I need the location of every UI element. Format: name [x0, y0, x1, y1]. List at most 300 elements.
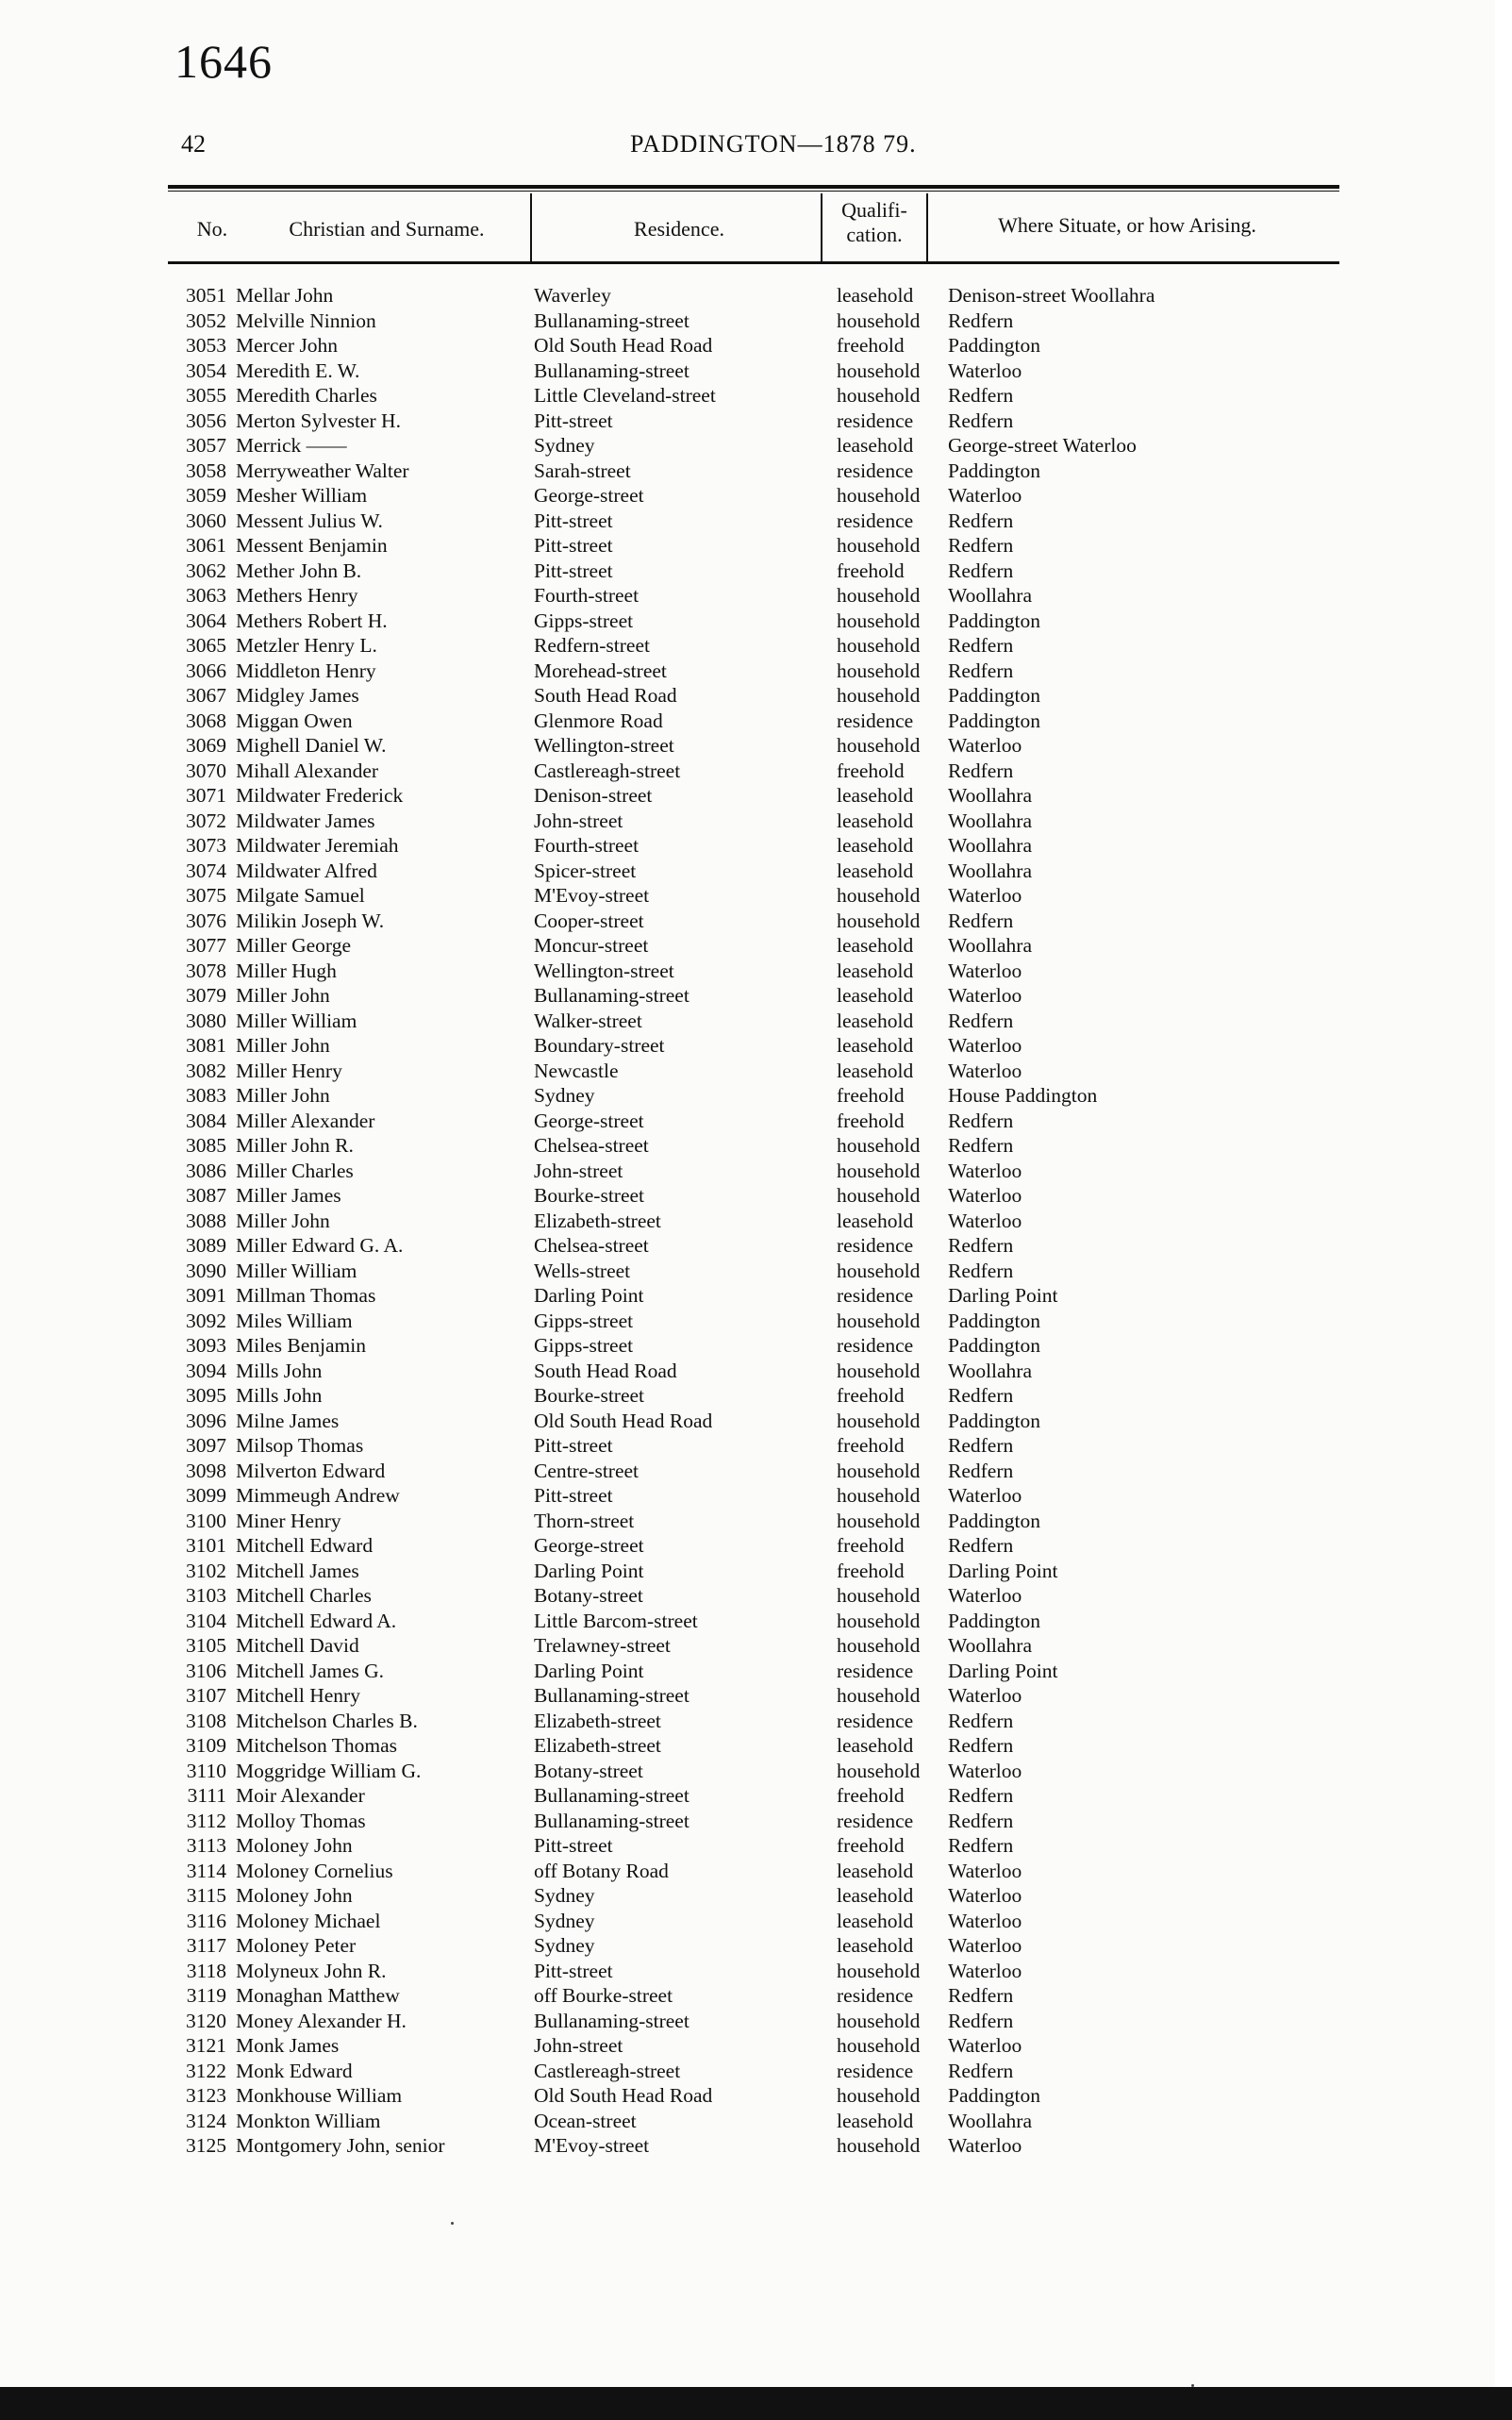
cell-no: 3091 [186, 1284, 226, 1307]
table-row [0, 1783, 1512, 1809]
cell-where: House Paddington [948, 1084, 1098, 1107]
table-row [0, 1759, 1512, 1784]
cell-where: Denison-street Woollahra [948, 284, 1155, 307]
cell-no: 3108 [186, 1709, 226, 1732]
cell-name: Mitchell Edward [236, 1534, 374, 1557]
cell-name: Molloy Thomas [236, 1809, 366, 1832]
cell-residence: Morehead-street [534, 659, 667, 682]
table-row [0, 359, 1512, 384]
cell-qualification: household [837, 884, 921, 907]
cell-where: Waterloo [948, 1759, 1022, 1782]
cell-qualification: residence [837, 1234, 914, 1257]
table-row [0, 1809, 1512, 1834]
cell-where: Waterloo [948, 884, 1022, 907]
cell-qualification: leasehold [837, 434, 914, 457]
cell-qualification: leasehold [837, 1059, 914, 1082]
cell-residence: Old South Head Road [534, 334, 713, 357]
cell-name: Mighell Daniel W. [236, 734, 387, 757]
cell-no: 3070 [186, 759, 226, 782]
cell-qualification: household [837, 909, 921, 932]
cell-where: Waterloo [948, 484, 1022, 507]
cell-qualification: leasehold [837, 784, 914, 807]
cell-name: Messent Julius W. [236, 509, 383, 532]
cell-name: Miller John [236, 1034, 330, 1057]
cell-name: Moggridge William G. [236, 1759, 422, 1782]
cell-where: Redfern [948, 1734, 1014, 1757]
table-row [0, 1309, 1512, 1334]
cell-name: Mitchell Charles [236, 1584, 372, 1607]
cell-no: 3088 [186, 1209, 226, 1232]
cell-no: 3065 [186, 634, 226, 657]
cell-name: Mills John [236, 1384, 323, 1407]
cell-name: Miller Alexander [236, 1109, 375, 1132]
cell-residence: Bullanaming-street [534, 1809, 690, 1832]
table-row [0, 1933, 1512, 1959]
cell-where: Paddington [948, 2084, 1040, 2107]
cell-qualification: household [837, 2009, 921, 2032]
table-row [0, 509, 1512, 534]
cell-where: Darling Point [948, 1659, 1058, 1682]
cell-residence: Spicer-street [534, 859, 637, 882]
cell-where: Redfern [948, 1784, 1014, 1807]
cell-qualification: residence [837, 709, 914, 732]
cell-qualification: household [837, 1134, 921, 1157]
cell-where: Redfern [948, 409, 1014, 432]
cell-no: 3115 [186, 1884, 226, 1907]
table-row [0, 883, 1512, 909]
cell-no: 3100 [186, 1509, 226, 1532]
cell-name: Merton Sylvester H. [236, 409, 401, 432]
cell-qualification: household [837, 584, 921, 607]
cell-where: Waterloo [948, 959, 1022, 982]
cell-residence: South Head Road [534, 684, 677, 707]
cell-residence: Sydney [534, 434, 595, 457]
page-number: 42 [181, 130, 206, 158]
cell-residence: Moncur-street [534, 934, 649, 957]
table-row [0, 1859, 1512, 1884]
cell-residence: Sydney [534, 1884, 595, 1907]
cell-where: Redfern [948, 1134, 1014, 1157]
cell-no: 3052 [186, 309, 226, 332]
cell-qualification: household [837, 1634, 921, 1657]
cell-no: 3063 [186, 584, 226, 607]
scan-bottom-border [0, 2387, 1512, 2420]
page-right-margin [1495, 0, 1512, 2420]
cell-qualification: freehold [837, 1109, 905, 1132]
cell-residence: Wells-street [534, 1259, 631, 1282]
cell-qualification: household [837, 1509, 921, 1532]
cell-qualification: household [837, 1959, 921, 1982]
cell-where: Redfern [948, 1234, 1014, 1257]
cell-no: 3059 [186, 484, 226, 507]
cell-where: Waterloo [948, 1184, 1022, 1207]
cell-residence: John-street [534, 1159, 623, 1182]
table-row [0, 809, 1512, 834]
cell-qualification: household [837, 534, 921, 557]
cell-qualification: household [837, 684, 921, 707]
cell-name: Milverton Edward [236, 1459, 386, 1482]
register-table [0, 283, 1512, 2159]
table-row [0, 1683, 1512, 1709]
cell-name: Miller Edward G. A. [236, 1234, 404, 1257]
cell-name: Miller John [236, 1209, 330, 1232]
cell-name: Moir Alexander [236, 1784, 365, 1807]
cell-qualification: leasehold [837, 284, 914, 307]
cell-residence: Newcastle [534, 1059, 619, 1082]
table-row [0, 633, 1512, 659]
cell-qualification: leasehold [837, 834, 914, 857]
cell-no: 3087 [186, 1184, 226, 1207]
cell-where: Waterloo [948, 984, 1022, 1007]
cell-name: Mitchell James [236, 1559, 359, 1582]
cell-name: Miller James [236, 1184, 341, 1207]
table-row [0, 409, 1512, 434]
cell-residence: George-street [534, 484, 644, 507]
header-bottom-rule [168, 261, 1339, 264]
column-divider [926, 193, 928, 261]
cell-no: 3053 [186, 334, 226, 357]
cell-where: Woollahra [948, 809, 1033, 832]
cell-residence: Bourke-street [534, 1384, 645, 1407]
cell-qualification: residence [837, 1334, 914, 1357]
cell-residence: George-street [534, 1109, 644, 1132]
cell-qualification: household [837, 1759, 921, 1782]
cell-qualification: residence [837, 1709, 914, 1732]
table-row [0, 1359, 1512, 1384]
cell-residence: John-street [534, 2034, 623, 2057]
cell-no: 3060 [186, 509, 226, 532]
cell-where: Waterloo [948, 1484, 1022, 1507]
cell-residence: Old South Head Road [534, 2084, 713, 2107]
cell-no: 3054 [186, 359, 226, 382]
cell-no: 3083 [186, 1084, 226, 1107]
cell-no: 3095 [186, 1384, 226, 1407]
cell-where: Redfern [948, 1459, 1014, 1482]
cell-no: 3111 [187, 1784, 226, 1807]
cell-residence: Chelsea-street [534, 1234, 649, 1257]
cell-residence: Ocean-street [534, 2109, 637, 2132]
cell-qualification: household [837, 1359, 921, 1382]
cell-name: Mimmeugh Andrew [236, 1484, 400, 1507]
cell-residence: Pitt-street [534, 509, 613, 532]
table-row [0, 983, 1512, 1009]
cell-residence: Wellington-street [534, 959, 674, 982]
table-row [0, 1109, 1512, 1134]
cell-no: 3106 [186, 1659, 226, 1682]
table-row [0, 309, 1512, 334]
cell-no: 3102 [186, 1559, 226, 1582]
cell-where: Paddington [948, 459, 1040, 482]
cell-where: Woollahra [948, 584, 1033, 607]
cell-name: Montgomery John, senior [236, 2134, 445, 2157]
cell-name: Mether John B. [236, 559, 362, 582]
cell-qualification: household [837, 1484, 921, 1507]
cell-name: Mildwater Alfred [236, 859, 377, 882]
table-row [0, 1909, 1512, 1934]
cell-residence: Boundary-street [534, 1034, 665, 1057]
cell-name: Mitchell James G. [236, 1659, 385, 1682]
cell-where: Waterloo [948, 1209, 1022, 1232]
table-row [0, 1209, 1512, 1234]
cell-where: Woollahra [948, 834, 1033, 857]
cell-where: Waterloo [948, 2034, 1022, 2057]
cell-no: 3082 [186, 1059, 226, 1082]
cell-name: Mesher William [236, 484, 368, 507]
cell-no: 3068 [186, 709, 226, 732]
cell-name: Miller William [236, 1259, 357, 1282]
cell-residence: Bullanaming-street [534, 984, 690, 1007]
cell-name: Moloney Peter [236, 1934, 357, 1957]
table-row [0, 433, 1512, 459]
table-row [0, 1009, 1512, 1034]
cell-residence: Redfern-street [534, 634, 650, 657]
cell-name: Moloney Cornelius [236, 1859, 393, 1882]
cell-no: 3097 [186, 1434, 226, 1457]
cell-where: Waterloo [948, 734, 1022, 757]
table-row [0, 1509, 1512, 1534]
cell-name: Miggan Owen [236, 709, 353, 732]
cell-name: Mitchell Henry [236, 1684, 360, 1707]
cell-where: Waterloo [948, 1959, 1022, 1982]
cell-where: Redfern [948, 1434, 1014, 1457]
cell-qualification: residence [837, 1659, 914, 1682]
cell-where: Woollahra [948, 784, 1033, 807]
cell-no: 3072 [186, 809, 226, 832]
cell-qualification: household [837, 309, 921, 332]
cell-where: Paddington [948, 1509, 1040, 1532]
cell-name: Mitchelson Charles B. [236, 1709, 418, 1732]
cell-name: Mildwater James [236, 809, 375, 832]
cell-no: 3119 [186, 1984, 226, 2007]
cell-qualification: freehold [837, 1384, 905, 1407]
cell-residence: Elizabeth-street [534, 1209, 661, 1232]
table-row [0, 733, 1512, 759]
cell-where: Redfern [948, 559, 1014, 582]
cell-name: Merryweather Walter [236, 459, 409, 482]
cell-residence: Pitt-street [534, 1959, 613, 1982]
cell-qualification: household [837, 1159, 921, 1182]
column-header-no: No. [196, 217, 228, 241]
cell-where: Paddington [948, 1309, 1040, 1332]
cell-where: Woollahra [948, 934, 1033, 957]
cell-no: 3118 [186, 1959, 226, 1982]
cell-residence: Centre-street [534, 1459, 640, 1482]
cell-name: Middleton Henry [236, 659, 376, 682]
cell-no: 3114 [186, 1859, 226, 1882]
table-row [0, 1409, 1512, 1434]
table-row [0, 709, 1512, 734]
cell-where: Redfern [948, 2059, 1014, 2082]
cell-name: Mitchell David [236, 1634, 359, 1657]
cell-no: 3061 [186, 534, 226, 557]
table-row [0, 1033, 1512, 1059]
table-row [0, 759, 1512, 784]
cell-where: Waterloo [948, 1884, 1022, 1907]
table-row [0, 1259, 1512, 1284]
table-row [0, 533, 1512, 559]
cell-where: Redfern [948, 1709, 1014, 1732]
cell-where: Woollahra [948, 1634, 1033, 1657]
table-row [0, 1083, 1512, 1109]
cell-qualification: leasehold [837, 1034, 914, 1057]
table-row [0, 2109, 1512, 2134]
cell-name: Monk Edward [236, 2059, 353, 2082]
cell-where: Woollahra [948, 2109, 1033, 2132]
cell-where: Redfern [948, 759, 1014, 782]
cell-residence: Fourth-street [534, 584, 640, 607]
cell-no: 3094 [186, 1359, 226, 1382]
cell-qualification: leasehold [837, 1734, 914, 1757]
cell-no: 3077 [186, 934, 226, 957]
cell-residence: South Head Road [534, 1359, 677, 1382]
cell-residence: Gipps-street [534, 609, 634, 632]
cell-no: 3079 [186, 984, 226, 1007]
cell-no: 3058 [186, 459, 226, 482]
table-row [0, 1659, 1512, 1684]
cell-name: Messent Benjamin [236, 534, 388, 557]
table-row [0, 283, 1512, 309]
cell-qualification: leasehold [837, 1209, 914, 1232]
table-row [0, 2033, 1512, 2059]
cell-no: 3093 [186, 1334, 226, 1357]
cell-name: Methers Henry [236, 584, 358, 607]
cell-residence: Pitt-street [534, 1834, 613, 1857]
cell-qualification: household [837, 734, 921, 757]
cell-no: 3120 [186, 2009, 226, 2032]
cell-where: Paddington [948, 684, 1040, 707]
cell-qualification: leasehold [837, 2109, 914, 2132]
table-row [0, 1059, 1512, 1084]
cell-qualification: freehold [837, 334, 905, 357]
cell-residence: off Botany Road [534, 1859, 669, 1882]
cell-no: 3085 [186, 1134, 226, 1157]
cell-no: 3074 [186, 859, 226, 882]
cell-qualification: freehold [837, 1434, 905, 1457]
cell-residence: Castlereagh-street [534, 2059, 681, 2082]
cell-residence: Elizabeth-street [534, 1709, 661, 1732]
cell-no: 3055 [186, 384, 226, 407]
cell-name: Miner Henry [236, 1509, 341, 1532]
table-row [0, 583, 1512, 609]
table-row [0, 1159, 1512, 1184]
cell-where: Waterloo [948, 1684, 1022, 1707]
cell-no: 3099 [186, 1484, 226, 1507]
cell-where: Waterloo [948, 359, 1022, 382]
table-row [0, 1959, 1512, 1984]
cell-qualification: residence [837, 459, 914, 482]
running-head: PADDINGTON—1878 79. [630, 130, 917, 158]
cell-residence: Bourke-street [534, 1184, 645, 1207]
cell-name: Mills John [236, 1359, 323, 1382]
column-header-name: Christian and Surname. [289, 217, 485, 241]
cell-where: Paddington [948, 609, 1040, 632]
cell-residence: Darling Point [534, 1659, 644, 1682]
table-row [0, 1883, 1512, 1909]
table-row [0, 1559, 1512, 1584]
cell-residence: Pitt-street [534, 409, 613, 432]
cell-where: Redfern [948, 1834, 1014, 1857]
cell-where: Redfern [948, 1984, 1014, 2007]
cell-qualification: freehold [837, 1784, 905, 1807]
table-row [0, 333, 1512, 359]
cell-name: Monaghan Matthew [236, 1984, 400, 2007]
cell-name: Millman Thomas [236, 1284, 376, 1307]
cell-no: 3076 [186, 909, 226, 932]
cell-name: Miller William [236, 1009, 357, 1032]
cell-residence: Pitt-street [534, 534, 613, 557]
table-row [0, 1483, 1512, 1509]
cell-no: 3098 [186, 1459, 226, 1482]
cell-residence: Darling Point [534, 1559, 644, 1582]
cell-name: Mitchelson Thomas [236, 1734, 397, 1757]
cell-no: 3084 [186, 1109, 226, 1132]
cell-name: Milgate Samuel [236, 884, 365, 907]
cell-where: Waterloo [948, 1059, 1022, 1082]
table-row [0, 2009, 1512, 2034]
cell-name: Miles William [236, 1309, 353, 1332]
cell-qualification: leasehold [837, 1009, 914, 1032]
cell-name: Milne James [236, 1409, 340, 1432]
cell-residence: M'Evoy-street [534, 2134, 650, 2157]
cell-qualification: household [837, 2084, 921, 2107]
cell-qualification: leasehold [837, 809, 914, 832]
cell-residence: Bullanaming-street [534, 1784, 690, 1807]
cell-qualification: residence [837, 1809, 914, 1832]
cell-name: Moloney Michael [236, 1909, 381, 1932]
table-row [0, 1283, 1512, 1309]
cell-residence: Little Cleveland-street [534, 384, 716, 407]
cell-residence: Gipps-street [534, 1309, 634, 1332]
cell-where: Redfern [948, 1384, 1014, 1407]
cell-where: Waterloo [948, 1584, 1022, 1607]
cell-name: Metzler Henry L. [236, 634, 377, 657]
cell-qualification: leasehold [837, 934, 914, 957]
cell-name: Merrick —— [236, 434, 347, 457]
cell-residence: Fourth-street [534, 834, 640, 857]
cell-residence: Darling Point [534, 1284, 644, 1307]
cell-qualification: freehold [837, 1084, 905, 1107]
table-row [0, 383, 1512, 409]
cell-no: 3125 [186, 2134, 226, 2157]
table-row [0, 1333, 1512, 1359]
cell-residence: Sydney [534, 1084, 595, 1107]
cell-qualification: leasehold [837, 1909, 914, 1932]
table-row [0, 1633, 1512, 1659]
cell-name: Mihall Alexander [236, 759, 379, 782]
cell-residence: Wellington-street [534, 734, 674, 757]
cell-residence: Sydney [534, 1909, 595, 1932]
cell-residence: Castlereagh-street [534, 759, 681, 782]
cell-where: Darling Point [948, 1284, 1058, 1307]
cell-no: 3066 [186, 659, 226, 682]
cell-name: Molyneux John R. [236, 1959, 387, 1982]
cell-residence: Botany-street [534, 1584, 643, 1607]
cell-residence: Old South Head Road [534, 1409, 713, 1432]
cell-name: Midgley James [236, 684, 359, 707]
cell-qualification: household [837, 659, 921, 682]
table-row [0, 1183, 1512, 1209]
table-row [0, 483, 1512, 509]
column-header-residence: Residence. [634, 217, 724, 241]
cell-no: 3071 [186, 784, 226, 807]
cell-where: Redfern [948, 1109, 1014, 1132]
table-row [0, 783, 1512, 809]
cell-qualification: household [837, 359, 921, 382]
cell-name: Mellar John [236, 284, 334, 307]
cell-where: Waterloo [948, 1934, 1022, 1957]
cell-where: George-street Waterloo [948, 434, 1137, 457]
column-header-qualification: Qualifi-cation. [841, 198, 907, 246]
